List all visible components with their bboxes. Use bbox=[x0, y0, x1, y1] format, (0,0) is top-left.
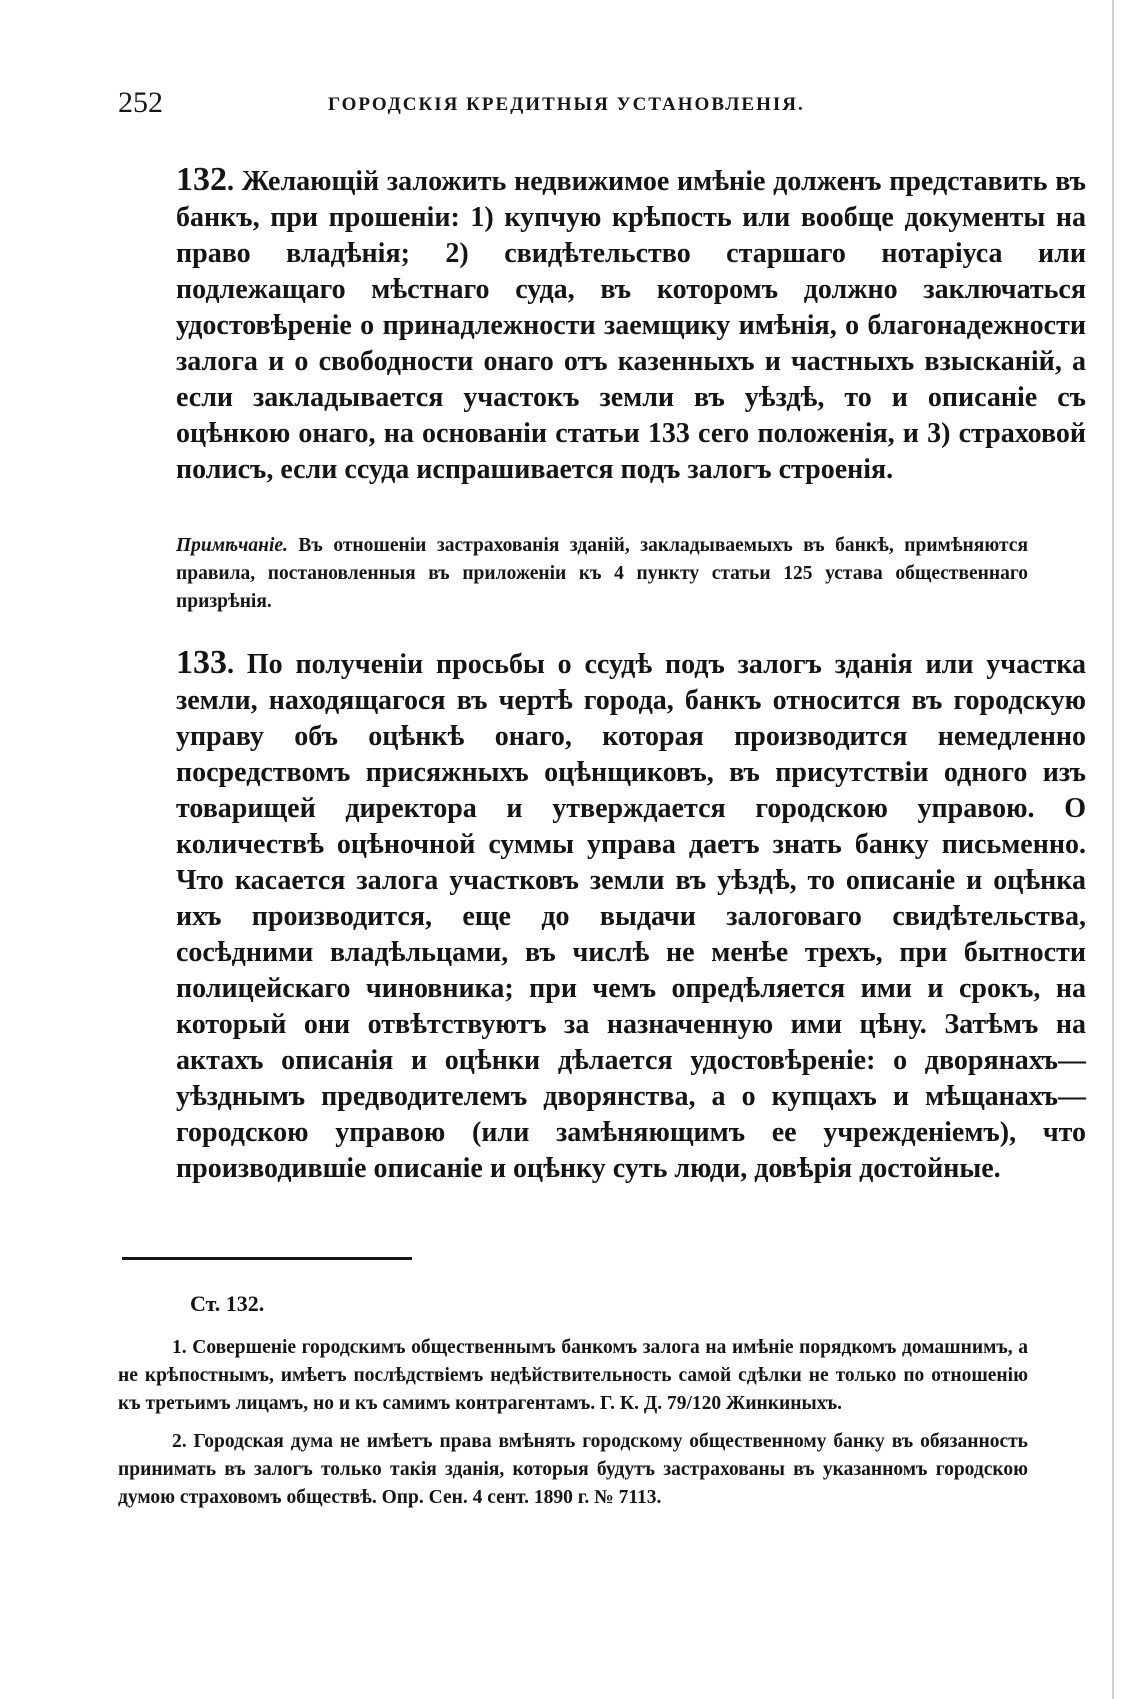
article-text: . Желающій заложить недвижимое имѣніе долженъ представить въ банкъ, при прошеніи: 1) купчую крѣпость или вообще документы на право владѣнія; 2) свидѣтельство старшаго нотаріуса или подлежащаго мѣстнаго суда, въ которомъ должно заключаться удостовѣреніе о принадлежности заемщику имѣнія, о благонадежности залога и о свободности онаго отъ казенныхъ и частныхъ взысканій, а если закладывается участокъ земли въ уѣздѣ, то и описаніе съ оцѣнкою онаго, на основаніи статьи 133 сего положенія, и 3) страховой полисъ, если ссуда испрашивается подъ залогъ строенія. bbox=[176, 166, 1086, 485]
footnote-item: 1. Совершеніе городскимъ общественнымъ банкомъ залога на имѣніе порядкомъ домашнимъ, а не крѣпостнымъ, имѣетъ послѣдствіемъ недѣйствительность самой сдѣлки не только по отношенію къ третьимъ лицамъ, но и къ самимъ контрагентамъ. Г. К. Д. 79/120 Жинкиныхъ. bbox=[118, 1337, 1028, 1414]
article-133 bbox=[118, 645, 1086, 1187]
note-text: Въ отношеніи застрахованія зданій, закладываемыхъ въ банкѣ, примѣняются правила, постановленныя въ приложеніи къ 4 пункту статьи 125 устава общественнаго призрѣнія. bbox=[176, 535, 1028, 612]
page-number: 252 bbox=[118, 86, 163, 119]
article-text: . По полученіи просьбы о ссудѣ подъ залогъ зданія или участка земли, находящагося въ чертѣ города, банкъ относится въ городскую управу объ оцѣнкѣ онаго, которая производится немедленно посредствомъ присяжныхъ оцѣнщиковъ, въ присутствіи одного изъ товарищей директора и утверждается городскою управою. О количествѣ оцѣночной суммы управа даетъ знать банку письменно. Что касается залога участковъ земли въ уѣздѣ, то описаніе и оцѣнка ихъ производится, еще до выдачи залоговаго свидѣтельства, сосѣдними владѣльцами, въ числѣ не менѣе трехъ, при бытности полицейскаго чиновника; при чемъ опредѣляется ими и срокъ, на который они отвѣтствуютъ за назначенную ими цѣну. Затѣмъ на актахъ описанія и оцѣнки дѣлается удостовѣреніе: о дворянахъ—уѣзднымъ предводителемъ дворянства, а о купцахъ и мѣщанахъ—городскою управою (или замѣняющимъ ее учрежденіемъ), что производившіе описаніе и оцѣнку суть люди, довѣрія достойные. bbox=[176, 649, 1086, 1184]
page-edge-line bbox=[1112, 0, 1114, 1699]
article-number: 132 bbox=[176, 161, 227, 198]
note-label: Примѣчаніе. bbox=[176, 535, 288, 556]
footnotes bbox=[118, 1290, 1028, 1522]
page-header bbox=[118, 86, 1018, 126]
note-paragraph bbox=[118, 532, 1028, 616]
footnote-separator bbox=[122, 1257, 412, 1260]
footnote-heading: Ст. 132. bbox=[190, 1291, 265, 1316]
running-title: ГОРОДСКІЯ КРЕДИТНЫЯ УСТАНОВЛЕНІЯ. bbox=[328, 94, 805, 115]
footnote-item: 2. Городская дума не имѣетъ права вмѣнять городскому общественному банку въ обязанность принимать въ залогъ только такія зданія, которыя будутъ застрахованы въ указанномъ городскою думою страховомъ обществѣ. Опр. Сен. 4 сент. 1890 г. № 7113. bbox=[118, 1431, 1028, 1508]
article-number: 133 bbox=[176, 644, 227, 681]
article-132 bbox=[118, 162, 1086, 488]
